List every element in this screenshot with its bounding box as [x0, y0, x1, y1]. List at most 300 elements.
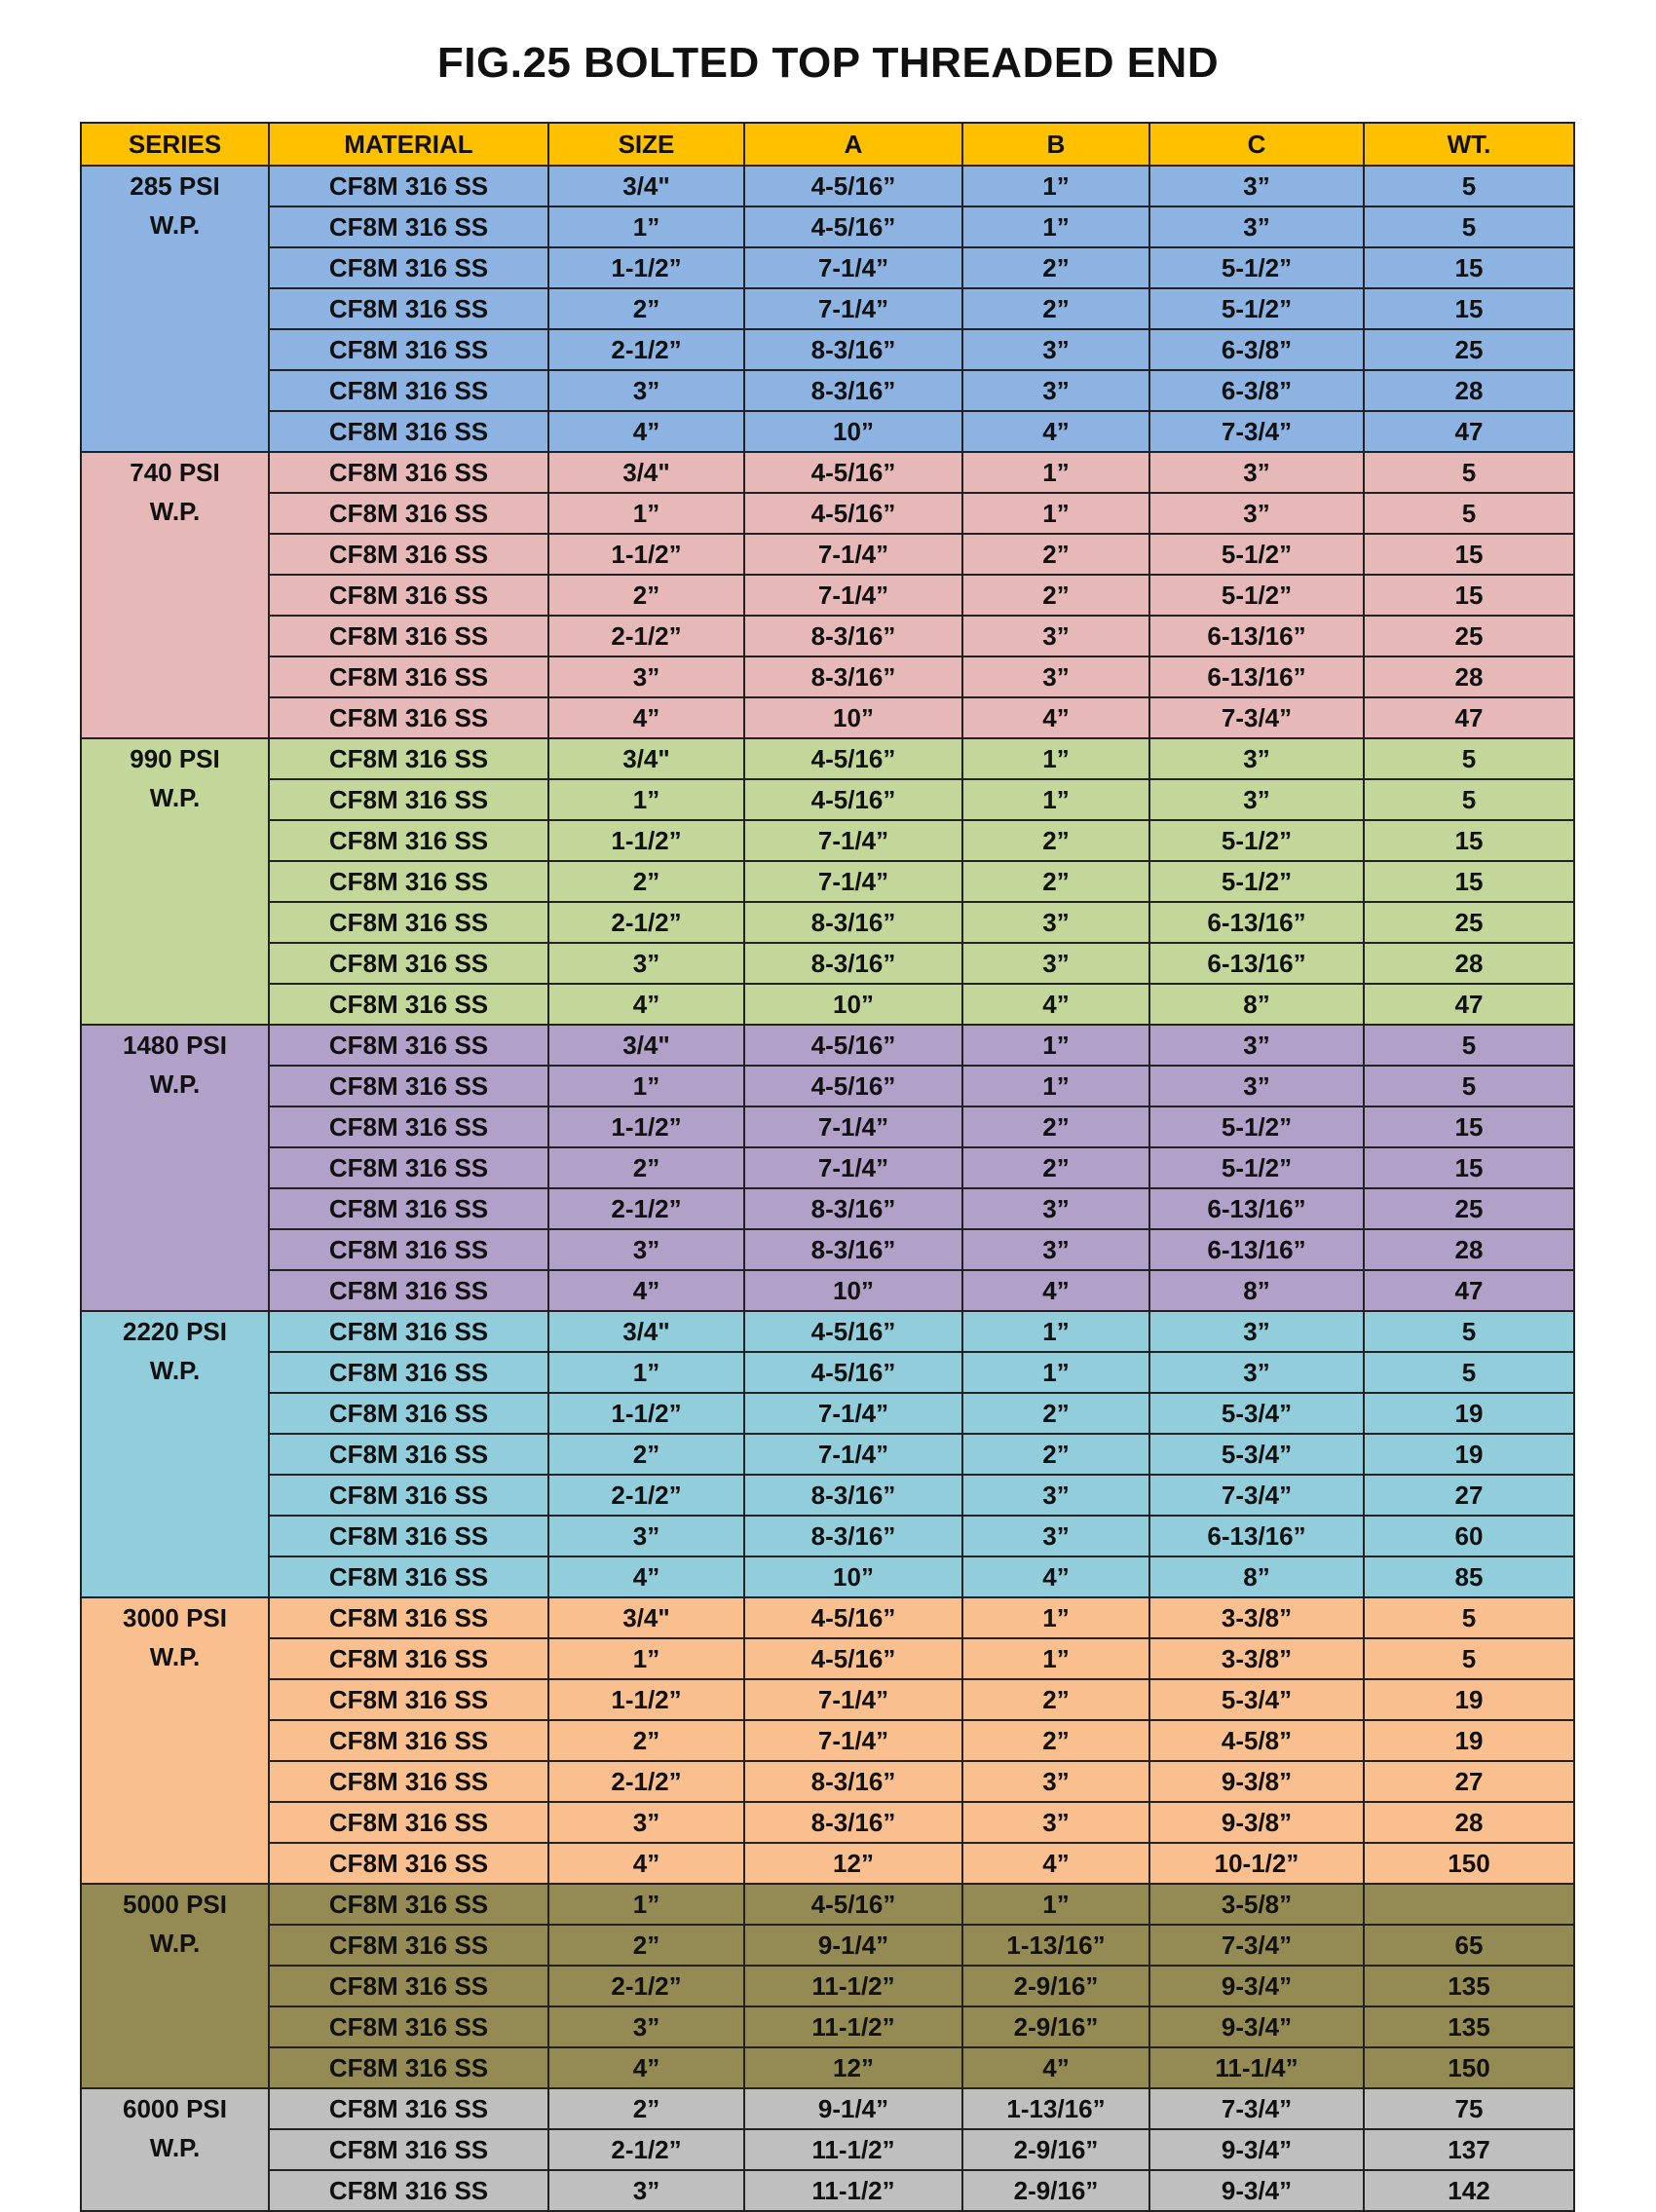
- c-cell: 10-1/2”: [1149, 1843, 1364, 1884]
- wt-cell: 27: [1364, 1761, 1574, 1802]
- a-cell: 4-5/16”: [744, 1884, 962, 1925]
- a-cell: 8-3/16”: [744, 616, 962, 656]
- b-cell: 1-13/16”: [962, 2088, 1149, 2129]
- wt-cell: [1364, 1884, 1574, 1925]
- b-cell: 3”: [962, 943, 1149, 984]
- c-cell: 6-13/16”: [1149, 656, 1364, 697]
- c-cell: 3”: [1149, 1352, 1364, 1393]
- wt-cell: 15: [1364, 288, 1574, 329]
- c-cell: 6-3/8”: [1149, 370, 1364, 411]
- wt-cell: 47: [1364, 411, 1574, 452]
- table-row: [81, 329, 1574, 370]
- table-row: [81, 738, 1574, 779]
- table-row: [81, 1679, 1574, 1720]
- a-cell: 7-1/4”: [744, 1106, 962, 1147]
- series-label-line: W.P.: [149, 1929, 201, 1958]
- a-cell: 4-5/16”: [744, 779, 962, 820]
- size-cell: 2”: [548, 1720, 744, 1761]
- wt-cell: 28: [1364, 943, 1574, 984]
- a-cell: 4-5/16”: [744, 166, 962, 206]
- material-cell: CF8M 316 SS: [269, 1556, 548, 1597]
- table-row: [81, 1475, 1574, 1516]
- size-cell: 3”: [548, 1802, 744, 1843]
- size-cell: 3/4": [548, 1025, 744, 1066]
- material-cell: CF8M 316 SS: [269, 1229, 548, 1270]
- wt-cell: 5: [1364, 452, 1574, 493]
- c-cell: 8”: [1149, 1556, 1364, 1597]
- wt-cell: 15: [1364, 820, 1574, 861]
- c-cell: 9-3/4”: [1149, 1966, 1364, 2006]
- c-cell: 5-1/2”: [1149, 575, 1364, 616]
- table-row: [81, 1147, 1574, 1188]
- table-row: [81, 411, 1574, 452]
- table-row: [81, 1884, 1574, 1925]
- b-cell: 1”: [962, 1638, 1149, 1679]
- material-cell: CF8M 316 SS: [269, 1925, 548, 1966]
- header-a: A: [744, 123, 962, 166]
- header-material: MATERIAL: [269, 123, 548, 166]
- a-cell: 11-1/2”: [744, 2006, 962, 2047]
- size-cell: 1-1/2”: [548, 1393, 744, 1434]
- size-cell: 2-1/2”: [548, 616, 744, 656]
- series-label-line: 3000 PSI: [123, 1603, 227, 1632]
- size-cell: 3/4": [548, 1311, 744, 1352]
- size-cell: 2”: [548, 288, 744, 329]
- table-row: [81, 1311, 1574, 1352]
- material-cell: CF8M 316 SS: [269, 1884, 548, 1925]
- a-cell: 4-5/16”: [744, 1025, 962, 1066]
- b-cell: 1”: [962, 1311, 1149, 1352]
- size-cell: 1”: [548, 1352, 744, 1393]
- size-cell: 2”: [548, 1925, 744, 1966]
- table-row: [81, 1188, 1574, 1229]
- c-cell: 5-1/2”: [1149, 247, 1364, 288]
- b-cell: 2”: [962, 1720, 1149, 1761]
- a-cell: 7-1/4”: [744, 861, 962, 902]
- material-cell: CF8M 316 SS: [269, 1638, 548, 1679]
- material-cell: CF8M 316 SS: [269, 329, 548, 370]
- a-cell: 10”: [744, 411, 962, 452]
- table-body: [81, 166, 1574, 2211]
- size-cell: 3/4": [548, 1597, 744, 1638]
- b-cell: 2”: [962, 1434, 1149, 1475]
- b-cell: 3”: [962, 370, 1149, 411]
- c-cell: 6-13/16”: [1149, 943, 1364, 984]
- series-cell: [81, 1025, 269, 1311]
- material-cell: CF8M 316 SS: [269, 656, 548, 697]
- c-cell: 11-1/4”: [1149, 2047, 1364, 2088]
- c-cell: 4-5/8”: [1149, 1720, 1364, 1761]
- b-cell: 3”: [962, 1188, 1149, 1229]
- material-cell: CF8M 316 SS: [269, 370, 548, 411]
- a-cell: 7-1/4”: [744, 288, 962, 329]
- c-cell: 9-3/8”: [1149, 1802, 1364, 1843]
- c-cell: 3”: [1149, 452, 1364, 493]
- b-cell: 4”: [962, 1556, 1149, 1597]
- a-cell: 8-3/16”: [744, 656, 962, 697]
- wt-cell: 5: [1364, 1597, 1574, 1638]
- size-cell: 4”: [548, 2047, 744, 2088]
- wt-cell: 28: [1364, 1229, 1574, 1270]
- b-cell: 1”: [962, 1066, 1149, 1106]
- c-cell: 5-1/2”: [1149, 288, 1364, 329]
- wt-cell: 135: [1364, 1966, 1574, 2006]
- b-cell: 3”: [962, 616, 1149, 656]
- table-row: [81, 1066, 1574, 1106]
- b-cell: 3”: [962, 902, 1149, 943]
- table-row: [81, 656, 1574, 697]
- table-row: [81, 1720, 1574, 1761]
- b-cell: 3”: [962, 1761, 1149, 1802]
- b-cell: 1”: [962, 1884, 1149, 1925]
- wt-cell: 28: [1364, 656, 1574, 697]
- table-row: [81, 697, 1574, 738]
- b-cell: 1”: [962, 738, 1149, 779]
- b-cell: 2”: [962, 820, 1149, 861]
- a-cell: 10”: [744, 984, 962, 1025]
- table-row: [81, 1106, 1574, 1147]
- wt-cell: 47: [1364, 984, 1574, 1025]
- b-cell: 2”: [962, 575, 1149, 616]
- size-cell: 2”: [548, 2088, 744, 2129]
- b-cell: 2-9/16”: [962, 2006, 1149, 2047]
- material-cell: CF8M 316 SS: [269, 1066, 548, 1106]
- series-label-line: W.P.: [149, 1642, 201, 1671]
- wt-cell: 47: [1364, 697, 1574, 738]
- size-cell: 3/4": [548, 452, 744, 493]
- c-cell: 6-13/16”: [1149, 616, 1364, 656]
- series-label-line: 2220 PSI: [123, 1317, 227, 1346]
- a-cell: 8-3/16”: [744, 370, 962, 411]
- material-cell: CF8M 316 SS: [269, 288, 548, 329]
- c-cell: 5-1/2”: [1149, 534, 1364, 575]
- a-cell: 12”: [744, 1843, 962, 1884]
- wt-cell: 27: [1364, 1475, 1574, 1516]
- b-cell: 4”: [962, 984, 1149, 1025]
- size-cell: 1”: [548, 206, 744, 247]
- wt-cell: 15: [1364, 861, 1574, 902]
- table-row: [81, 2006, 1574, 2047]
- material-cell: CF8M 316 SS: [269, 1516, 548, 1556]
- series-cell: [81, 1884, 269, 2088]
- wt-cell: 65: [1364, 1925, 1574, 1966]
- a-cell: 7-1/4”: [744, 534, 962, 575]
- c-cell: 3-5/8”: [1149, 1884, 1364, 1925]
- size-cell: 2”: [548, 1147, 744, 1188]
- table-row: [81, 575, 1574, 616]
- c-cell: 9-3/4”: [1149, 2129, 1364, 2170]
- table-row: [81, 861, 1574, 902]
- c-cell: 5-1/2”: [1149, 1106, 1364, 1147]
- wt-cell: 15: [1364, 534, 1574, 575]
- a-cell: 12”: [744, 2047, 962, 2088]
- size-cell: 3”: [548, 2170, 744, 2211]
- table-row: [81, 1393, 1574, 1434]
- a-cell: 10”: [744, 697, 962, 738]
- material-cell: CF8M 316 SS: [269, 1802, 548, 1843]
- series-label-line: 740 PSI: [130, 458, 220, 487]
- b-cell: 2”: [962, 1147, 1149, 1188]
- series-label-line: W.P.: [149, 783, 201, 812]
- wt-cell: 5: [1364, 779, 1574, 820]
- size-cell: 2-1/2”: [548, 1188, 744, 1229]
- table-row: [81, 370, 1574, 411]
- header-wt: WT.: [1364, 123, 1574, 166]
- a-cell: 9-1/4”: [744, 2088, 962, 2129]
- material-cell: CF8M 316 SS: [269, 1106, 548, 1147]
- a-cell: 11-1/2”: [744, 2129, 962, 2170]
- c-cell: 9-3/4”: [1149, 2006, 1364, 2047]
- material-cell: CF8M 316 SS: [269, 206, 548, 247]
- a-cell: 4-5/16”: [744, 738, 962, 779]
- wt-cell: 137: [1364, 2129, 1574, 2170]
- a-cell: 4-5/16”: [744, 1066, 962, 1106]
- a-cell: 4-5/16”: [744, 1311, 962, 1352]
- c-cell: 3”: [1149, 1025, 1364, 1066]
- material-cell: CF8M 316 SS: [269, 1843, 548, 1884]
- wt-cell: 150: [1364, 2047, 1574, 2088]
- size-cell: 1-1/2”: [548, 1106, 744, 1147]
- c-cell: 3”: [1149, 493, 1364, 534]
- a-cell: 4-5/16”: [744, 1352, 962, 1393]
- size-cell: 3”: [548, 370, 744, 411]
- a-cell: 7-1/4”: [744, 1679, 962, 1720]
- c-cell: 5-3/4”: [1149, 1434, 1364, 1475]
- wt-cell: 5: [1364, 493, 1574, 534]
- size-cell: 1”: [548, 493, 744, 534]
- spec-table: [80, 122, 1575, 2212]
- b-cell: 4”: [962, 2047, 1149, 2088]
- series-cell: [81, 1597, 269, 1884]
- wt-cell: 25: [1364, 329, 1574, 370]
- a-cell: 10”: [744, 1270, 962, 1311]
- a-cell: 8-3/16”: [744, 1802, 962, 1843]
- wt-cell: 85: [1364, 1556, 1574, 1597]
- a-cell: 4-5/16”: [744, 206, 962, 247]
- wt-cell: 5: [1364, 206, 1574, 247]
- c-cell: 5-3/4”: [1149, 1393, 1364, 1434]
- table-row: [81, 1434, 1574, 1475]
- b-cell: 4”: [962, 411, 1149, 452]
- material-cell: CF8M 316 SS: [269, 1475, 548, 1516]
- wt-cell: 5: [1364, 1025, 1574, 1066]
- size-cell: 4”: [548, 1270, 744, 1311]
- material-cell: CF8M 316 SS: [269, 2129, 548, 2170]
- material-cell: CF8M 316 SS: [269, 779, 548, 820]
- c-cell: 7-3/4”: [1149, 1475, 1364, 1516]
- b-cell: 3”: [962, 329, 1149, 370]
- size-cell: 2”: [548, 575, 744, 616]
- table-row: [81, 1966, 1574, 2006]
- size-cell: 2”: [548, 861, 744, 902]
- material-cell: CF8M 316 SS: [269, 943, 548, 984]
- table-row: [81, 206, 1574, 247]
- material-cell: CF8M 316 SS: [269, 166, 548, 206]
- b-cell: 2”: [962, 861, 1149, 902]
- size-cell: 3”: [548, 1516, 744, 1556]
- wt-cell: 15: [1364, 1147, 1574, 1188]
- b-cell: 1-13/16”: [962, 1925, 1149, 1966]
- b-cell: 1”: [962, 206, 1149, 247]
- b-cell: 2”: [962, 1106, 1149, 1147]
- wt-cell: 28: [1364, 370, 1574, 411]
- c-cell: 9-3/8”: [1149, 1761, 1364, 1802]
- size-cell: 1”: [548, 1638, 744, 1679]
- a-cell: 8-3/16”: [744, 1761, 962, 1802]
- a-cell: 7-1/4”: [744, 247, 962, 288]
- series-label-line: 990 PSI: [130, 744, 220, 773]
- table-row: [81, 902, 1574, 943]
- size-cell: 2-1/2”: [548, 902, 744, 943]
- table-row: [81, 493, 1574, 534]
- c-cell: 6-13/16”: [1149, 902, 1364, 943]
- material-cell: CF8M 316 SS: [269, 2170, 548, 2211]
- size-cell: 1”: [548, 1884, 744, 1925]
- material-cell: CF8M 316 SS: [269, 2047, 548, 2088]
- a-cell: 4-5/16”: [744, 452, 962, 493]
- size-cell: 2”: [548, 1434, 744, 1475]
- a-cell: 4-5/16”: [744, 493, 962, 534]
- wt-cell: 15: [1364, 247, 1574, 288]
- wt-cell: 28: [1364, 1802, 1574, 1843]
- c-cell: 3”: [1149, 1311, 1364, 1352]
- material-cell: CF8M 316 SS: [269, 1761, 548, 1802]
- wt-cell: 5: [1364, 738, 1574, 779]
- table-row: [81, 1516, 1574, 1556]
- b-cell: 4”: [962, 1843, 1149, 1884]
- table-row: [81, 2047, 1574, 2088]
- a-cell: 7-1/4”: [744, 1720, 962, 1761]
- header-series: SERIES: [81, 123, 269, 166]
- wt-cell: 19: [1364, 1393, 1574, 1434]
- size-cell: 1-1/2”: [548, 1679, 744, 1720]
- size-cell: 1-1/2”: [548, 534, 744, 575]
- size-cell: 2-1/2”: [548, 1966, 744, 2006]
- table-row: [81, 1843, 1574, 1884]
- material-cell: CF8M 316 SS: [269, 861, 548, 902]
- material-cell: CF8M 316 SS: [269, 575, 548, 616]
- table-row: [81, 2129, 1574, 2170]
- b-cell: 1”: [962, 1597, 1149, 1638]
- wt-cell: 5: [1364, 1066, 1574, 1106]
- a-cell: 8-3/16”: [744, 329, 962, 370]
- table-row: [81, 288, 1574, 329]
- table-row: [81, 2170, 1574, 2211]
- material-cell: CF8M 316 SS: [269, 493, 548, 534]
- page-title: FIG.25 BOLTED TOP THREADED END: [436, 39, 1220, 87]
- wt-cell: 25: [1364, 902, 1574, 943]
- size-cell: 1-1/2”: [548, 247, 744, 288]
- a-cell: 8-3/16”: [744, 1188, 962, 1229]
- table-row: [81, 2088, 1574, 2129]
- size-cell: 3/4": [548, 166, 744, 206]
- b-cell: 3”: [962, 656, 1149, 697]
- a-cell: 7-1/4”: [744, 1147, 962, 1188]
- table-row: [81, 534, 1574, 575]
- wt-cell: 19: [1364, 1679, 1574, 1720]
- series-cell: [81, 452, 269, 738]
- material-cell: CF8M 316 SS: [269, 1966, 548, 2006]
- series-cell: [81, 738, 269, 1025]
- wt-cell: 5: [1364, 1638, 1574, 1679]
- series-label-line: 285 PSI: [130, 171, 220, 201]
- wt-cell: 19: [1364, 1720, 1574, 1761]
- b-cell: 1”: [962, 452, 1149, 493]
- size-cell: 4”: [548, 411, 744, 452]
- a-cell: 7-1/4”: [744, 1434, 962, 1475]
- material-cell: CF8M 316 SS: [269, 1311, 548, 1352]
- c-cell: 5-1/2”: [1149, 1147, 1364, 1188]
- table-row: [81, 984, 1574, 1025]
- size-cell: 1”: [548, 779, 744, 820]
- material-cell: CF8M 316 SS: [269, 1147, 548, 1188]
- table-row: [81, 452, 1574, 493]
- material-cell: CF8M 316 SS: [269, 616, 548, 656]
- b-cell: 3”: [962, 1516, 1149, 1556]
- c-cell: 6-13/16”: [1149, 1188, 1364, 1229]
- c-cell: 5-1/2”: [1149, 861, 1364, 902]
- header-b: B: [962, 123, 1149, 166]
- c-cell: 7-3/4”: [1149, 697, 1364, 738]
- c-cell: 8”: [1149, 1270, 1364, 1311]
- series-label-line: W.P.: [149, 2133, 201, 2162]
- size-cell: 3/4": [548, 738, 744, 779]
- material-cell: CF8M 316 SS: [269, 2006, 548, 2047]
- a-cell: 8-3/16”: [744, 943, 962, 984]
- header-size: SIZE: [548, 123, 744, 166]
- material-cell: CF8M 316 SS: [269, 1025, 548, 1066]
- material-cell: CF8M 316 SS: [269, 1352, 548, 1393]
- size-cell: 4”: [548, 1843, 744, 1884]
- material-cell: CF8M 316 SS: [269, 247, 548, 288]
- table-row: [81, 779, 1574, 820]
- c-cell: 6-13/16”: [1149, 1229, 1364, 1270]
- b-cell: 4”: [962, 1270, 1149, 1311]
- size-cell: 3”: [548, 656, 744, 697]
- c-cell: 3”: [1149, 166, 1364, 206]
- series-label-line: W.P.: [149, 1356, 201, 1385]
- material-cell: CF8M 316 SS: [269, 1188, 548, 1229]
- b-cell: 1”: [962, 1025, 1149, 1066]
- table-row: [81, 1270, 1574, 1311]
- table-row: [81, 1802, 1574, 1843]
- wt-cell: 142: [1364, 2170, 1574, 2211]
- series-cell: [81, 2088, 269, 2211]
- a-cell: 11-1/2”: [744, 1966, 962, 2006]
- material-cell: CF8M 316 SS: [269, 1270, 548, 1311]
- series-cell: [81, 1311, 269, 1597]
- table-row: [81, 1597, 1574, 1638]
- header-c: C: [1149, 123, 1364, 166]
- table-row: [81, 247, 1574, 288]
- c-cell: 5-1/2”: [1149, 820, 1364, 861]
- wt-cell: 135: [1364, 2006, 1574, 2047]
- c-cell: 7-3/4”: [1149, 411, 1364, 452]
- c-cell: 7-3/4”: [1149, 1925, 1364, 1966]
- series-label-line: W.P.: [149, 1069, 201, 1099]
- b-cell: 2”: [962, 1393, 1149, 1434]
- material-cell: CF8M 316 SS: [269, 2088, 548, 2129]
- a-cell: 8-3/16”: [744, 902, 962, 943]
- b-cell: 3”: [962, 1229, 1149, 1270]
- table-row: [81, 616, 1574, 656]
- size-cell: 3”: [548, 2006, 744, 2047]
- size-cell: 1”: [548, 1066, 744, 1106]
- material-cell: CF8M 316 SS: [269, 984, 548, 1025]
- table-row: [81, 1025, 1574, 1066]
- size-cell: 1-1/2”: [548, 820, 744, 861]
- b-cell: 1”: [962, 166, 1149, 206]
